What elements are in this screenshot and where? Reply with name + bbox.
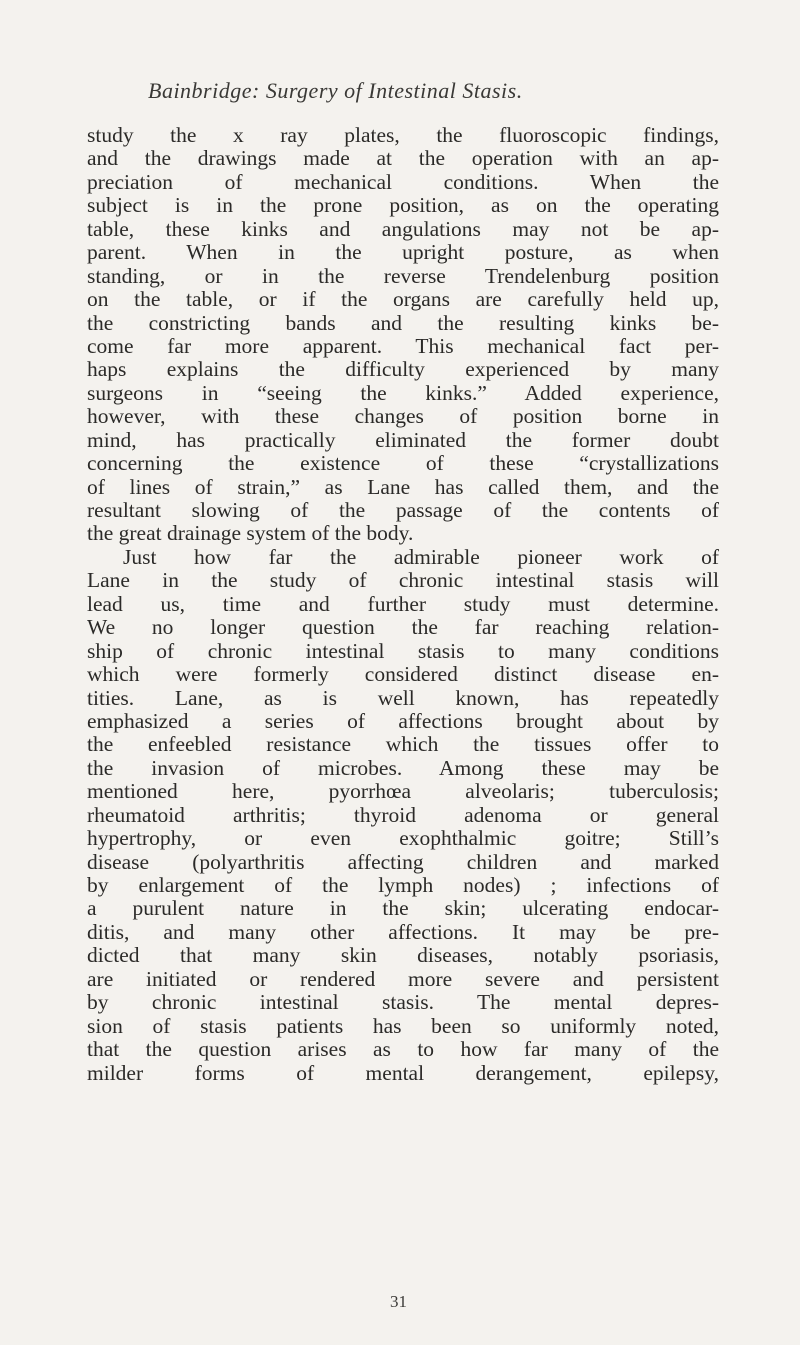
text-line-paragraph-end: the great drainage system of the body.: [87, 522, 414, 546]
text-line: table, these kinks and angulations may not be ap-: [87, 217, 719, 241]
text-line: mentioned here, pyorrhœa alveolaris; tuberculosis;: [87, 780, 719, 804]
text-line: that the question arises as to how far many of the: [87, 1038, 719, 1062]
text-line: mind, has practically eliminated the former doubt: [87, 428, 719, 452]
body-text: [87, 124, 719, 1085]
text-line: standing, or in the reverse Trendelenburg position: [87, 264, 719, 288]
text-line: dicted that many skin diseases, notably psoriasis,: [87, 944, 719, 968]
text-line: on the table, or if the organs are carefully held up,: [87, 288, 719, 312]
running-head: Bainbridge: Surgery of Intestinal Stasis.: [148, 78, 523, 103]
text-line: surgeons in “seeing the kinks.” Added experience,: [87, 381, 719, 405]
text-line: the constricting bands and the resulting kinks be-: [87, 311, 719, 335]
text-line: subject is in the prone position, as on the operating: [87, 194, 719, 218]
text-line: and the drawings made at the operation with an ap-: [87, 147, 719, 171]
text-line: Lane in the study of chronic intestinal stasis will: [87, 569, 719, 593]
text-line: the enfeebled resistance which the tissues offer to: [87, 733, 719, 757]
text-line: resultant slowing of the passage of the contents of: [87, 499, 719, 522]
text-line: parent. When in the upright posture, as when: [87, 241, 719, 265]
text-line: come far more apparent. This mechanical fact per-: [87, 334, 719, 358]
text-line: however, with these changes of position borne in: [87, 405, 719, 429]
text-line: are initiated or rendered more severe and persistent: [87, 967, 719, 991]
text-line: sion of stasis patients has been so uniformly noted,: [87, 1014, 719, 1038]
text-line: preciation of mechanical conditions. When the: [87, 170, 719, 194]
text-line: the invasion of microbes. Among these may be: [87, 756, 719, 780]
text-line: of lines of strain,” as Lane has called them, and the: [87, 475, 719, 499]
text-line: study the x ray plates, the fluoroscopic findings,: [87, 124, 719, 147]
text-line: disease (polyarthritis affecting children and marked: [87, 850, 719, 874]
text-line: tities. Lane, as is well known, has repeatedly: [87, 686, 719, 710]
text-line: haps explains the difficulty experienced by many: [87, 358, 719, 382]
text-line: a purulent nature in the skin; ulcerating endocar-: [87, 897, 719, 921]
text-line-paragraph-start: Just how far the admirable pioneer work of: [123, 545, 719, 569]
text-line: emphasized a series of affections brought about by: [87, 709, 719, 733]
text-line: ship of chronic intestinal stasis to many conditions: [87, 639, 719, 663]
text-line: concerning the existence of these “crystallizations: [87, 452, 719, 476]
text-line: by chronic intestinal stasis. The mental depres-: [87, 991, 719, 1015]
text-line: hypertrophy, or even exophthalmic goitre; Still’s: [87, 827, 719, 851]
page-number: 31: [390, 1292, 407, 1311]
text-line: lead us, time and further study must determine.: [87, 592, 719, 616]
text-line: milder forms of mental derangement, epilepsy,: [87, 1061, 719, 1085]
text-line: ditis, and many other affections. It may be pre-: [87, 920, 719, 944]
text-line: rheumatoid arthritis; thyroid adenoma or general: [87, 803, 719, 827]
text-line: by enlargement of the lymph nodes) ; infections of: [87, 874, 719, 897]
text-line: which were formerly considered distinct disease en-: [87, 663, 719, 687]
text-line: We no longer question the far reaching relation-: [87, 616, 719, 640]
